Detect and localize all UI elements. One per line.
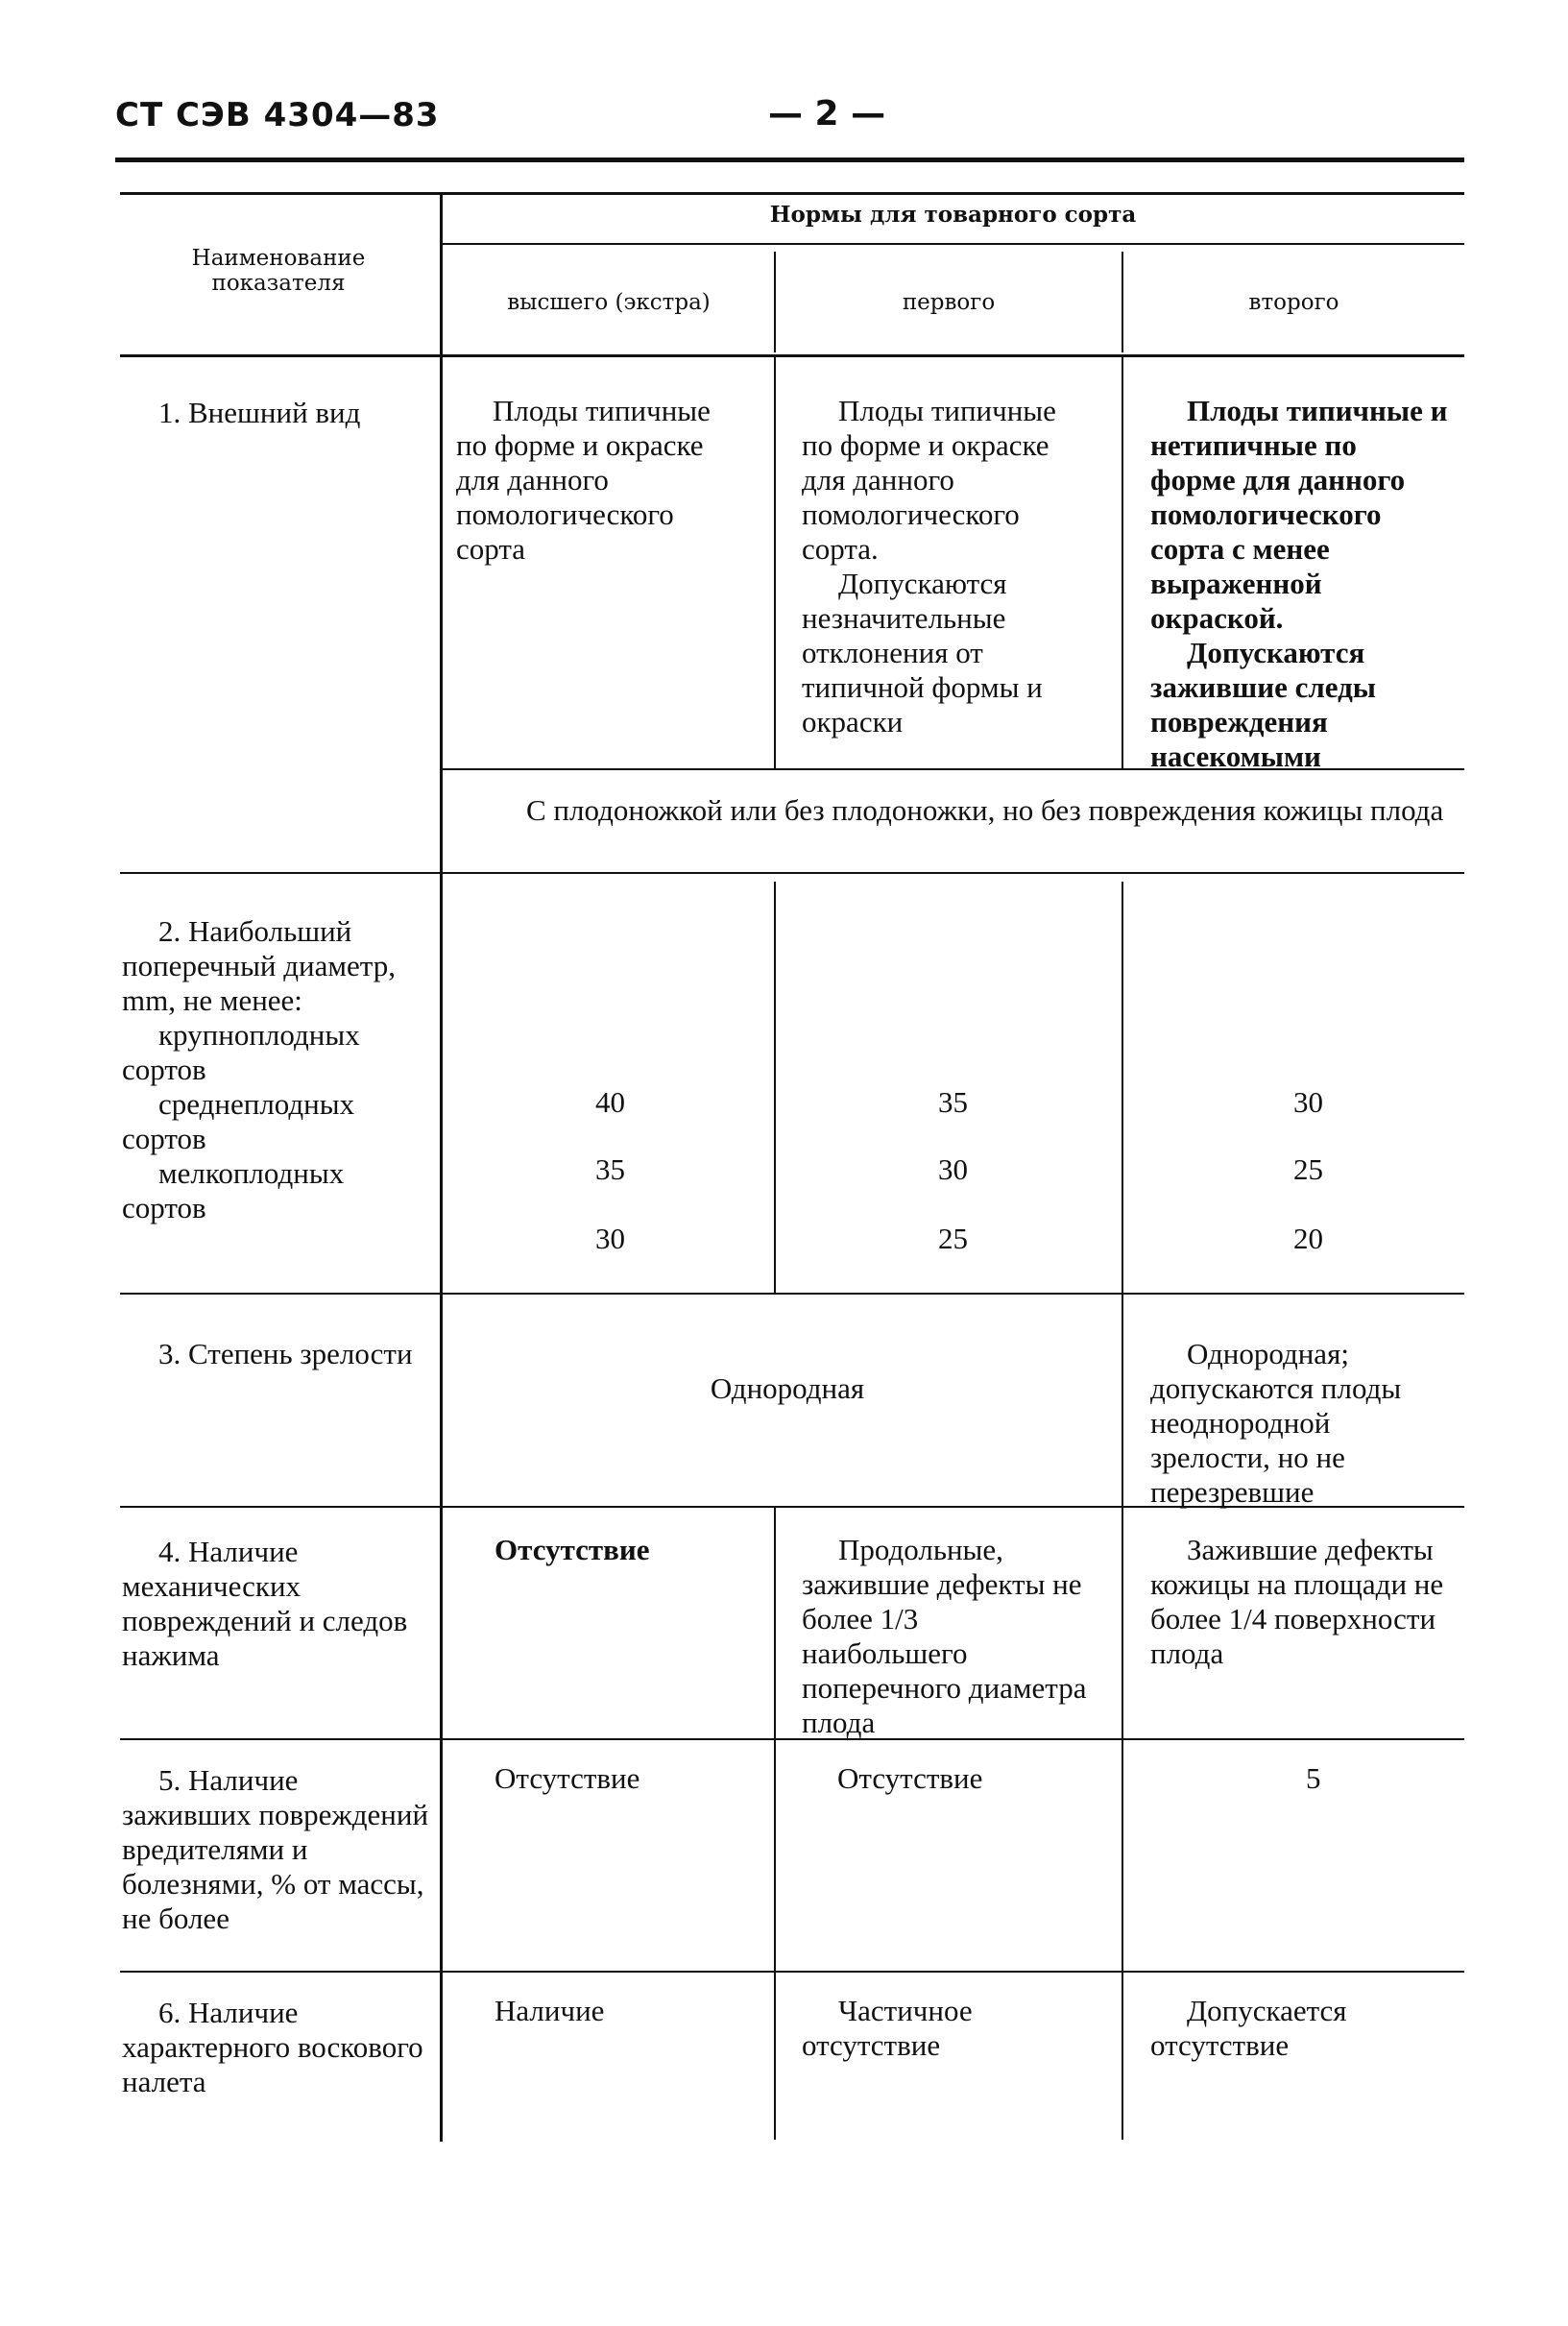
row4-second-fraction: 1/4 (1228, 1602, 1267, 1635)
row3-second (1150, 1337, 1453, 1510)
r5-bottom-rule (120, 1971, 1464, 1973)
row5-extra: Отсутствие (495, 1761, 640, 1795)
row3-name-text: 3. Степень зрелости (158, 1337, 413, 1370)
top-rule-thick (115, 157, 1464, 162)
header-group-norms: Нормы для товарного сорта (769, 202, 1137, 228)
r1-bottom-rule (120, 872, 1464, 874)
row2-large-extra: 40 (595, 1085, 625, 1119)
header-bottom-rule (120, 354, 1464, 357)
row3-second-text-a: Однородная; (1187, 1337, 1349, 1370)
row1-extra (456, 394, 715, 567)
header-grade-extra: высшего (экстра) (507, 290, 711, 315)
row1-first-text-b: Допускаются незначительные отклонения от типичной формы и окраски (802, 567, 1043, 739)
row6-name-text: 6. Наличие характерного воскового налета (122, 1996, 423, 2098)
row5-name (122, 1763, 434, 1936)
row5-second: 5 (1306, 1761, 1321, 1795)
row6-extra: Наличие (495, 1994, 605, 2027)
vrule-col2-r1 (1122, 357, 1123, 768)
row1-second (1150, 394, 1448, 774)
row2-name (122, 914, 434, 1225)
vrule-col2-r2 (1122, 882, 1123, 1508)
row2-medium-second: 25 (1293, 1152, 1323, 1186)
vrule-name-col (440, 192, 443, 2142)
row2-small-extra: 30 (595, 1222, 625, 1255)
row1-second-text-a: Плоды типичные и нетипичные по форме для данного помологического сорта с менее выраженной окраской. (1150, 394, 1448, 635)
row2-name-text: 2. Наибольший поперечный диаметр, mm, не менее: (122, 914, 396, 1017)
row4-name (122, 1535, 434, 1673)
document-code: CT СЭВ 4304—83 (115, 96, 440, 134)
row4-second (1150, 1533, 1448, 1671)
row4-second-text-b: поверхности плода (1150, 1602, 1436, 1670)
row4-second-text-a: Зажившие дефекты кожицы на площади не более (1150, 1533, 1444, 1635)
header-column-name: Наименование показателя (191, 246, 366, 296)
row1-first (802, 394, 1090, 739)
group-header-rule (440, 243, 1464, 245)
row6-name (122, 1996, 434, 2099)
row1-span-text: С плодоножкой или без плодоножки, но без повреждения кожицы плода (526, 793, 1444, 827)
row4-first-text-b: наибольшего поперечного диаметра плода (802, 1636, 1087, 1739)
row2-medium-extra: 35 (595, 1152, 625, 1186)
row4-name-text: 4. Наличие механических повреждений и следов нажима (122, 1535, 408, 1672)
row2-sub-small: мелкоплодных сортов (122, 1156, 345, 1224)
row6-second-text: Допускается отсутствие (1150, 1994, 1347, 2062)
row2-sub-medium: среднеплодных сортов (122, 1087, 355, 1155)
vrule-col1-r1 (774, 357, 776, 768)
row4-first-text-a: Продольные, зажившие дефекты не более (802, 1533, 1082, 1635)
row5-first: Отсутствие (837, 1761, 983, 1795)
row2-large-second: 30 (1293, 1085, 1323, 1119)
row2-large-first: 35 (938, 1085, 968, 1119)
row3-name (122, 1337, 434, 1371)
row1-name: 1. Внешний вид (158, 396, 361, 429)
row5-name-text: 5. Наличие заживших повреждений вредителями и болезнями, % от массы, не более (122, 1763, 429, 1935)
row1-first-text-a: Плоды типичные по форме и окраске для данного помологического сорта. (802, 394, 1056, 566)
vrule-col1-r4 (774, 1506, 776, 2140)
row6-first-text: Частичное отсутствие (802, 1994, 973, 2062)
vrule-col2-r4 (1122, 1508, 1123, 2140)
r4-bottom-rule (120, 1738, 1464, 1740)
table-top-rule (120, 192, 1464, 195)
row4-first-fraction: 1/3 (880, 1602, 919, 1635)
row2-medium-first: 30 (938, 1152, 968, 1186)
row2-sub-large: крупноплодных сортов (122, 1018, 360, 1086)
row2-small-second: 20 (1293, 1222, 1323, 1255)
page-header (115, 96, 1459, 154)
header-grade-second: второго (1248, 290, 1339, 315)
row3-span: Однородная (710, 1371, 865, 1405)
row1-extra-text: Плоды типичные по форме и окраске для данного помологического сорта (456, 394, 711, 566)
row3-second-text-b: допускаются плоды неоднородной зрелости, но не перезревшие (1150, 1371, 1402, 1509)
vrule-col1-r2 (774, 882, 776, 1293)
row4-extra: Отсутствие (495, 1533, 650, 1566)
row1-span (490, 793, 1450, 828)
r2-bottom-rule (120, 1293, 1464, 1295)
row4-first (802, 1533, 1090, 1740)
row6-first (802, 1994, 1090, 2063)
row1-second-text-b: Допускаются зажившие следы повреждения насекомыми (1150, 636, 1376, 773)
header-grade-first: первого (902, 290, 996, 315)
row6-second (1150, 1994, 1448, 2063)
page-number: — 2 — (768, 94, 886, 133)
row2-small-first: 25 (938, 1222, 968, 1255)
